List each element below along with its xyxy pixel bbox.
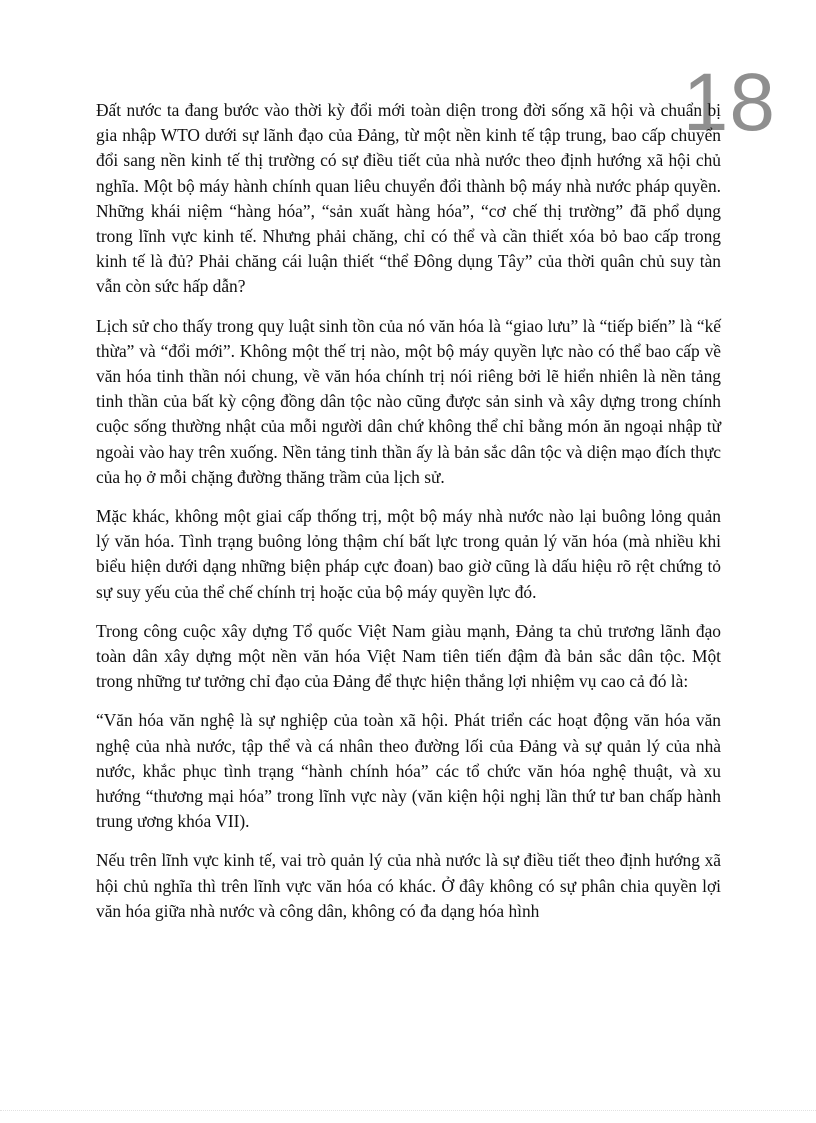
paragraph: Mặc khác, không một giai cấp thống trị, một bộ máy nhà nước nào lại buông lỏng quản lý văn hóa. Tình trạng buông lỏng thậm chí bất lực trong quản lý văn hóa (mà nhiều khi biểu hiện dưới dạng những biện pháp cực đoan) bao giờ cũng là dấu hiệu rõ rệt chứng tỏ sự suy yếu của thể chế chính trị hoặc của bộ máy quyền lực đó.: [96, 506, 721, 602]
page-number: 18: [682, 57, 776, 148]
footer-divider: [0, 1110, 816, 1111]
paragraph: Trong công cuộc xây dựng Tổ quốc Việt Nam giàu mạnh, Đảng ta chủ trương lãnh đạo toàn dân xây dựng một nền văn hóa Việt Nam tiên tiến đậm đà bản sắc dân tộc. Một trong những tư tưởng chỉ đạo của Đảng để thực hiện thắng lợi nhiệm vụ cao cả đó là:: [96, 620, 721, 692]
paragraph: Đất nước ta đang bước vào thời kỳ đổi mới toàn diện trong đời sống xã hội và chuẩn bị gia nhập WTO dưới sự lãnh đạo của Đảng, từ một nền kinh tế tập trung, bao cấp chuyển đổi sang nền kinh tế thị trường có sự điều tiết của nhà nước theo định hướng xã hội chủ nghĩa. Một bộ máy hành chính quan liêu chuyển đổi thành bộ máy nhà nước pháp quyền. Những khái niệm “hàng hóa”, “sản xuất hàng hóa”, “cơ chế thị trường” đã phổ dụng trong lĩnh vực kinh tế. Nhưng phải chăng, chỉ có thể và cần thiết xóa bỏ bao cấp trong kinh tế là đủ? Phải chăng cái luận thiết “thể Đông dụng Tây” của thời quân chủ suy tàn vẫn còn sức hấp dẫn?: [96, 100, 721, 297]
body-text: [96, 98, 721, 938]
quote-paragraph: “Văn hóa văn nghệ là sự nghiệp của toàn xã hội. Phát triển các hoạt động văn hóa văn nghệ của nhà nước, tập thể và cá nhân theo đường lối của Đảng và sự quản lý của nhà nước, khắc phục tình trạng “hành chính hóa” các tổ chức văn hóa nghệ thuật, và xu hướng “thương mại hóa” trong lĩnh vực này (văn kiện hội nghị lần thứ tư ban chấp hành trung ương khóa VII).: [96, 710, 721, 832]
paragraph: Lịch sử cho thấy trong quy luật sinh tồn của nó văn hóa là “giao lưu” là “tiếp biến” là “kế thừa” và “đổi mới”. Không một thế trị nào, một bộ máy quyền lực nào có thể bao cấp về văn hóa tinh thần nói chung, về văn hóa chính trị nói riêng bởi lẽ hiển nhiên là nền tảng tinh thần của bất kỳ cộng đồng dân tộc nào cũng được sản sinh và xây dựng trong chính cuộc sống thường nhật của mỗi người dân chứ không thể chỉ bằng món ăn ngoại nhập từ ngoài vào hay trên xuống. Nền tảng tinh thần ấy là bản sắc dân tộc và diện mạo đích thực của họ ở mỗi chặng đường thăng trầm của lịch sử.: [96, 315, 721, 487]
paragraph: Nếu trên lĩnh vực kinh tế, vai trò quản lý của nhà nước là sự điều tiết theo định hướng xã hội chủ nghĩa thì trên lĩnh vực văn hóa có khác. Ở đây không có sự phân chia quyền lợi văn hóa giữa nhà nước và công dân, không có đa dạng hóa hình: [96, 850, 721, 921]
